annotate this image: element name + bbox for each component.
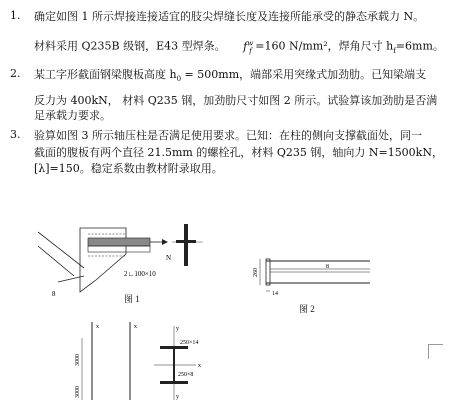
- fig3-label-y: y: [176, 326, 179, 332]
- question-3-line-1: 验算如图 3 所示轴压柱是否满足使用要求。已知：在柱的侧向支撑截面处，同一: [34, 129, 422, 142]
- question-3-line-2: 截面的腹板有两个直径 21.5mm 的螺栓孔，材料 Q235 钢，轴向力 N=1500kN，: [34, 146, 443, 159]
- question-1-line-2: [34, 36, 444, 59]
- fig1-gusset-plate: [80, 228, 126, 292]
- question-2-line-3: 足承载力要求。: [34, 109, 111, 122]
- question-3-number: 3.: [10, 128, 21, 141]
- fig1-section-plate: [184, 224, 188, 266]
- question-1-hf-sub: f: [393, 46, 396, 55]
- fig2-stiffener: [266, 259, 270, 285]
- fig1-label-8: 8: [52, 290, 56, 298]
- question-1-line-1: 确定如图 1 所示焊接连接适宜的肢尖焊缝长度及连接所能承受的静态承载力 N。: [34, 10, 425, 23]
- question-2-number: 2.: [10, 67, 21, 80]
- fig1-angle-steel: [88, 238, 150, 246]
- question-2-text-a: 某工字形截面钢梁腹板高度 h: [34, 68, 177, 81]
- question-1-f-symbol: f: [243, 39, 248, 53]
- question-1-f-sub: f: [249, 46, 252, 55]
- question-2-h0-sub: 0: [176, 75, 182, 84]
- fig2-label-14: 14: [272, 291, 278, 297]
- fig2-label-260: 260: [253, 268, 259, 277]
- fig3-label-dim2: 3000: [75, 386, 81, 398]
- fig1-diagonal-line: [38, 232, 84, 268]
- fig1-caption: 图 1: [124, 294, 140, 304]
- fig1-section-angle-right: [188, 240, 196, 243]
- fig3-label-x2: x: [134, 324, 137, 330]
- fig3-label-y2: y: [176, 394, 179, 400]
- fig3-top-flange: [160, 346, 188, 349]
- fig2-caption: 图 2: [299, 304, 315, 314]
- question-1-f-sup: w: [247, 39, 254, 47]
- question-1-f-value: =160 N/mm²，焊角尺寸 h: [255, 39, 394, 53]
- fig1-label-angle: 2∟100×10: [124, 270, 156, 278]
- fig3-label-x3: x: [198, 363, 201, 369]
- question-1-number: 1.: [10, 9, 21, 22]
- fig3-bottom-flange: [160, 381, 188, 384]
- fig3-label-dim1: 3000: [75, 354, 81, 366]
- question-2-text-b: = 500mm，端部采用突缘式加劲肋。已知梁端支: [181, 68, 427, 81]
- fig2-label-8: 8: [326, 264, 329, 270]
- fig1-angle-steel-leg: [88, 246, 150, 252]
- fig3-label-flange: 250×14: [180, 340, 199, 346]
- figure-3: [70, 318, 220, 400]
- question-1-material: 材料采用 Q235B 级钢，E43 型焊条。: [34, 39, 226, 53]
- fig3-label-web: 250×8: [178, 372, 194, 378]
- fig1-force-arrow-icon: [162, 239, 168, 245]
- fig1-section-angle-left: [176, 240, 184, 243]
- page-corner-mark: [428, 344, 443, 359]
- question-2-line-1: [34, 67, 426, 87]
- question-3-line-3: [λ]=150。稳定系数由教材附录取用。: [34, 162, 223, 175]
- fig3-label-x1: x: [96, 324, 99, 330]
- figure-2: [250, 255, 375, 305]
- question-2-line-2: 反力为 400kN， 材料 Q235 钢，加劲肋尺寸如图 2 所示。试验算该加劲肋是否满: [34, 94, 438, 107]
- figure-1: [38, 220, 208, 300]
- fig1-label-n: N: [166, 254, 172, 262]
- fig1-diagonal-line: [38, 246, 74, 276]
- question-1-hf-value: =6mm。: [395, 39, 444, 53]
